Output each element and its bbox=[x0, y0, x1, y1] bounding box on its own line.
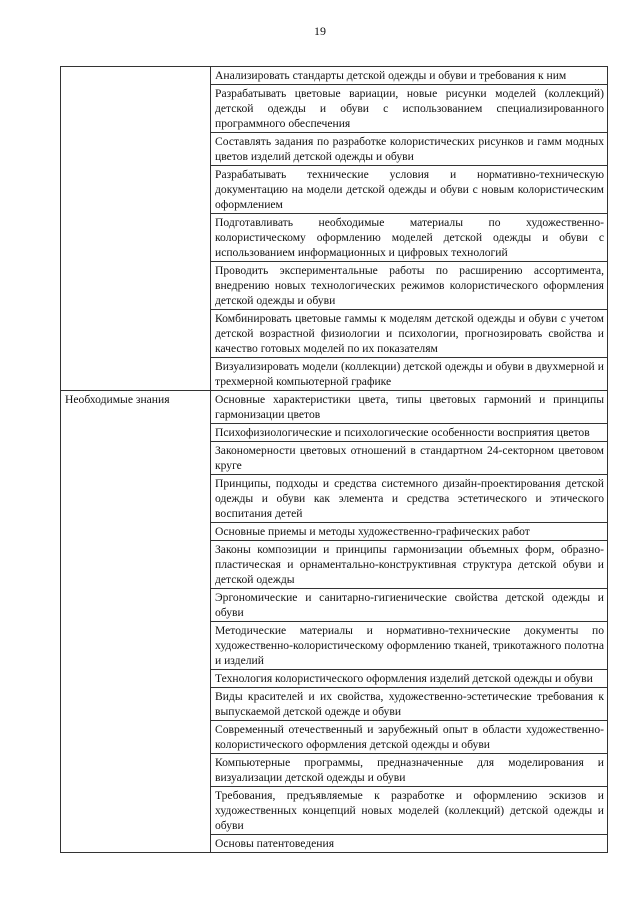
row-text-cell: Психофизиологические и психологические особенности восприятия цветов bbox=[211, 424, 608, 442]
row-label-cell bbox=[61, 67, 211, 391]
section-label-required-knowledge: Необходимые знания bbox=[61, 391, 211, 853]
row-text-cell: Компьютерные программы, предназначенные для моделирования и визуализации детской одежды и обуви bbox=[211, 754, 608, 787]
row-text-cell: Принципы, подходы и средства системного дизайн-проектирования детской одежды и обуви как элемента и средства эстетического и этического воспитания детей bbox=[211, 475, 608, 523]
row-text-cell: Составлять задания по разработке колористических рисунков и гамм модных цветов изделий детской одежды и обуви bbox=[211, 133, 608, 166]
row-text-cell: Комбинировать цветовые гаммы к моделям детской одежды и обуви с учетом детской возрастной физиологии и психологии, прогнозировать свойства и качество готовых моделей по их показателям bbox=[211, 310, 608, 358]
row-text-cell: Эргономические и санитарно-гигиенические свойства детской одежды и обуви bbox=[211, 589, 608, 622]
page-number: 19 bbox=[314, 24, 326, 38]
row-text-cell: Подготавливать необходимые материалы по художественно-колористическому оформлению моделей детской одежды и обуви с использованием информационных и цифровых технологий bbox=[211, 214, 608, 262]
row-text-cell: Технология колористического оформления изделий детской одежды и обуви bbox=[211, 670, 608, 688]
row-text-cell: Основные характеристики цвета, типы цветовых гармоний и принципы гармонизации цветов bbox=[211, 391, 608, 424]
table-row bbox=[61, 67, 608, 85]
row-text-cell: Разрабатывать технические условия и нормативно-техническую документацию на модели детской одежды и обуви с новым колористическим оформлением bbox=[211, 166, 608, 214]
row-text-cell: Проводить экспериментальные работы по расширению ассортимента, внедрению новых технологических режимов колористического оформления детской одежды и обуви bbox=[211, 262, 608, 310]
row-text-cell: Виды красителей и их свойства, художественно-эстетические требования к выпускаемой детской одежде и обуви bbox=[211, 688, 608, 721]
row-text-cell: Методические материалы и нормативно-технические документы по художественно-колористическому оформлению тканей, трикотажного полотна и изделий bbox=[211, 622, 608, 670]
requirements-table bbox=[60, 66, 608, 853]
row-text-cell: Современный отечественный и зарубежный опыт в области художественно-колористического оформления детской одежды и обуви bbox=[211, 721, 608, 754]
row-text-cell: Закономерности цветовых отношений в стандартном 24-секторном цветовом круге bbox=[211, 442, 608, 475]
row-text-cell: Законы композиции и принципы гармонизации объемных форм, образно-пластическая и орнаментально-конструктивная структура детской обуви и детской одежды bbox=[211, 541, 608, 589]
row-text-cell: Требования, предъявляемые к разработке и оформлению эскизов и художественных концепций новых моделей (коллекций) детской одежды и обуви bbox=[211, 787, 608, 835]
row-text-cell: Основные приемы и методы художественно-графических работ bbox=[211, 523, 608, 541]
row-text-cell: Визуализировать модели (коллекции) детской одежды и обуви в двухмерной и трехмерной компьютерной графике bbox=[211, 358, 608, 391]
row-text-cell: Анализировать стандарты детской одежды и обуви и требования к ним bbox=[211, 67, 608, 85]
row-text-cell: Разрабатывать цветовые вариации, новые рисунки моделей (коллекций) детской одежды и обуви с использованием специализированного программного обеспечения bbox=[211, 85, 608, 133]
table-row bbox=[61, 391, 608, 424]
row-text-cell: Основы патентоведения bbox=[211, 835, 608, 853]
